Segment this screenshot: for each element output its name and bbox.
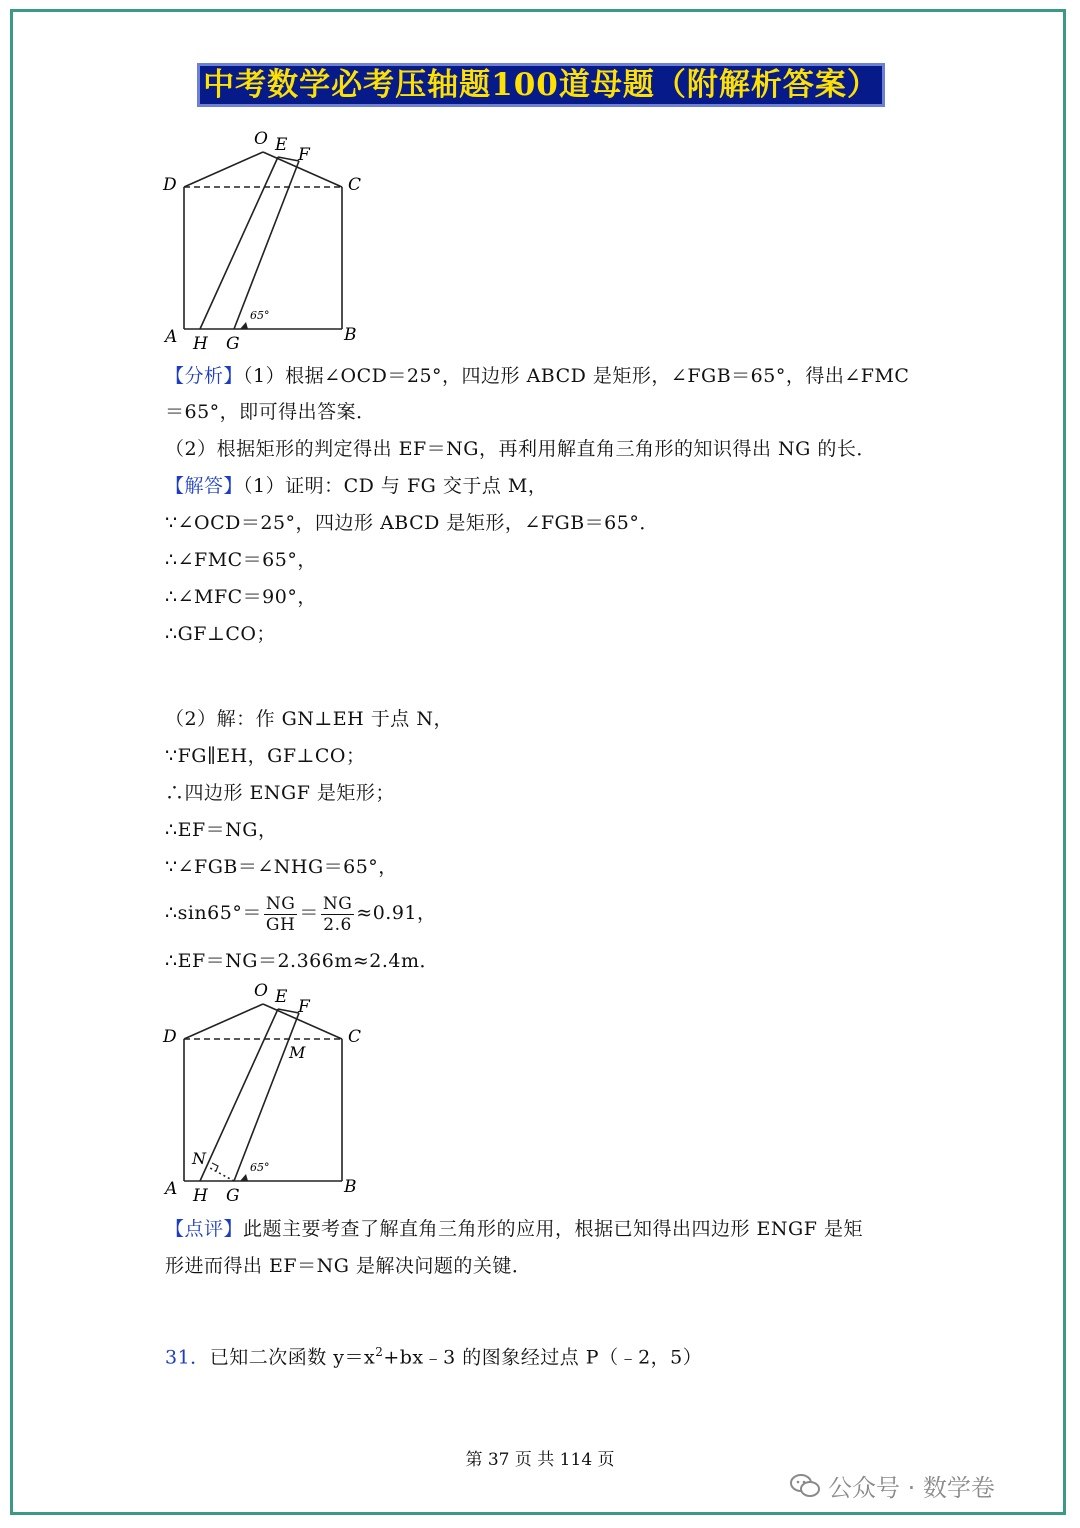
wechat-icon — [790, 1473, 820, 1499]
solution-line-8: ∴四边形 ENGF 是矩形； — [165, 782, 395, 804]
label-D: D — [163, 175, 177, 195]
solution-line-1 — [165, 473, 547, 499]
label-G: G — [226, 334, 240, 354]
label-E-2: E — [275, 987, 288, 1007]
label-M: M — [289, 1043, 306, 1062]
geometry-figure-2 — [158, 980, 368, 1210]
label-F-2: F — [298, 997, 310, 1017]
comment-text-1: 此题主要考查了解直角三角形的应用，根据已知得出四边形 ENGF 是矩 — [243, 1218, 863, 1240]
page-number-footer: 第 37 页 共 114 页 — [465, 1450, 615, 1470]
fraction-ng-gh — [264, 894, 297, 935]
analysis-line-3: （2）根据矩形的判定得出 EF＝NG，再利用解直角三角形的知识得出 NG 的长． — [165, 438, 876, 460]
label-D-2: D — [163, 1027, 177, 1047]
label-H-2: H — [193, 1186, 208, 1206]
watermark-text: 公众号 · 数学卷 — [828, 1474, 995, 1502]
label-H: H — [193, 334, 208, 354]
label-O-2: O — [254, 981, 268, 1001]
solution-text-1: （1）证明：CD 与 FG 交于点 M， — [243, 475, 548, 497]
analysis-line-1 — [165, 363, 909, 389]
solution-line-4: ∴∠MFC＝90°， — [165, 586, 317, 608]
roof-DO-2 — [184, 1004, 263, 1039]
geometry-figure-1 — [158, 128, 368, 358]
solution-line-11 — [165, 891, 437, 935]
solution-line-6: （2）解：作 GN⊥EH 于点 N， — [165, 708, 453, 730]
solution-line-9: ∴EF＝NG， — [165, 819, 278, 841]
page-title-banner: 中考数学必考压轴题100道母题（附解析答案） — [197, 63, 885, 107]
strip-FG-2 — [234, 1013, 299, 1181]
question-exponent: 2 — [375, 1345, 384, 1359]
analysis-tag: 【分析】 — [165, 365, 244, 387]
analysis-line-2: ＝65°，即可得出答案． — [165, 401, 376, 423]
sin-prefix: ∴sin65°＝ — [165, 902, 262, 924]
label-E: E — [275, 135, 288, 155]
roof-DO — [184, 152, 263, 187]
sin-suffix: ≈0.91， — [356, 902, 437, 924]
label-G-2: G — [226, 1186, 240, 1206]
comment-tag: 【点评】 — [165, 1218, 244, 1240]
question-31 — [165, 1339, 702, 1370]
label-N: N — [192, 1149, 206, 1168]
fraction-1-numerator: NG — [265, 893, 296, 914]
solution-line-5: ∴GF⊥CO； — [165, 623, 276, 645]
solution-line-10: ∵∠FGB＝∠NHG＝65°， — [165, 856, 398, 878]
fraction-1-denominator: GH — [265, 914, 296, 935]
angle-label: 65° — [250, 309, 270, 322]
angle-mark — [240, 322, 248, 329]
fraction-2-numerator: NG — [322, 893, 353, 914]
right-angle-mark — [212, 1163, 218, 1171]
comment-line-1 — [165, 1216, 863, 1242]
fraction-2-denominator: 2.6 — [323, 914, 352, 935]
analysis-text-1: （1）根据∠OCD＝25°，四边形 ABCD 是矩形，∠FGB＝65°，得出∠FMC — [243, 365, 910, 387]
label-A: A — [165, 327, 178, 347]
equals-sign: ＝ — [299, 902, 319, 924]
angle-mark-2 — [240, 1174, 248, 1181]
label-C: C — [348, 175, 362, 195]
question-text-a: 已知二次函数 y＝x — [209, 1346, 376, 1369]
label-F: F — [298, 145, 310, 165]
label-A-2: A — [165, 1179, 178, 1199]
fraction-ng-2-6 — [321, 894, 354, 935]
figure-1-svg — [158, 128, 368, 358]
label-B: B — [344, 325, 357, 345]
comment-line-2: 形进而得出 EF＝NG 是解决问题的关键． — [165, 1255, 532, 1277]
solution-line-7: ∵FG∥EH，GF⊥CO； — [165, 745, 366, 767]
watermark — [790, 1468, 995, 1503]
question-text-b: +bx﹣3 的图象经过点 P（﹣2，5） — [383, 1346, 703, 1369]
angle-label-2: 65° — [250, 1161, 270, 1174]
solution-line-12: ∴EF＝NG＝2.366m≈2.4m． — [165, 950, 440, 972]
label-O: O — [254, 129, 268, 149]
solution-line-2: ∵∠OCD＝25°，四边形 ABCD 是矩形，∠FGB＝65°． — [165, 512, 659, 534]
solution-tag: 【解答】 — [165, 475, 244, 497]
strip-EH — [200, 157, 278, 329]
strip-EH-2 — [200, 1009, 278, 1181]
question-number: 31． — [165, 1346, 210, 1369]
label-B-2: B — [344, 1177, 357, 1197]
figure-2-svg — [158, 980, 368, 1210]
perpendicular-GN — [210, 1168, 234, 1181]
strip-FG — [234, 161, 299, 329]
label-C-2: C — [348, 1027, 362, 1047]
solution-line-3: ∴∠FMC＝65°， — [165, 549, 317, 571]
